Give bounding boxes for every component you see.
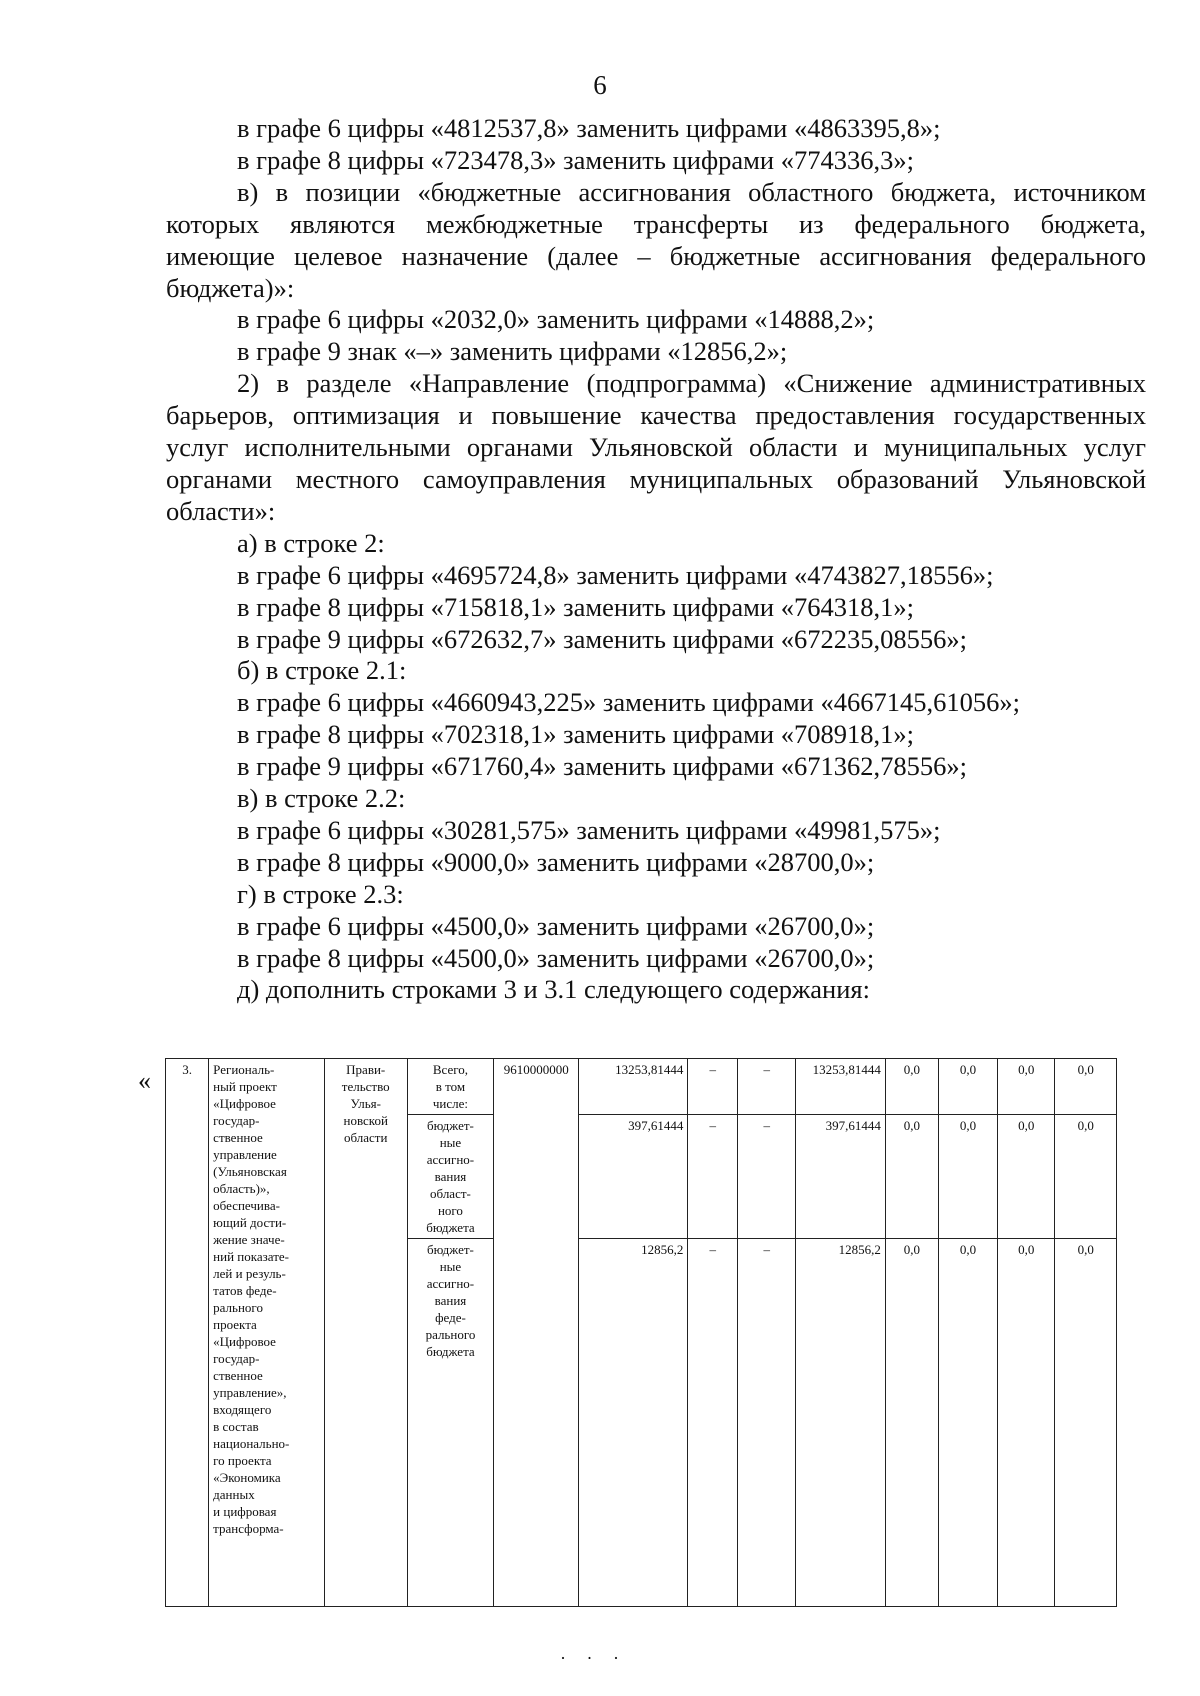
paragraph-line: б) в строке 2.1:	[237, 655, 407, 686]
value-cell: –	[738, 1059, 796, 1115]
paragraph-line: имеющие целевое назначение (далее – бюджетные ассигнования федерального	[166, 240, 1146, 271]
paragraph-line: бюджета)»:	[166, 272, 295, 303]
paragraph-line: в графе 6 цифры «4660943,225» заменить цифрами «4667145,61056»;	[237, 687, 1020, 718]
paragraph-line: в графе 8 цифры «723478,3» заменить цифрами «774336,3»;	[237, 144, 914, 175]
paragraph-line: в графе 6 цифры «4500,0» заменить цифрами «26700,0»;	[237, 910, 875, 941]
paragraph-line: которых являются межбюджетные трансферты из федерального бюджета,	[166, 208, 1146, 239]
value-cell: –	[688, 1239, 738, 1607]
executor-cell: Прави- тельство Улья- новской области	[324, 1059, 407, 1607]
paragraph-line: области»:	[166, 495, 276, 526]
amendment-table	[165, 1058, 1117, 1607]
paragraph-line: г) в строке 2.3:	[237, 878, 404, 909]
value-cell: –	[688, 1059, 738, 1115]
table-row	[166, 1059, 1117, 1115]
value-cell: 12856,2	[796, 1239, 886, 1607]
body-text	[166, 113, 1146, 1006]
total-cell: 13253,81444	[579, 1059, 688, 1115]
paragraph-line: органами местного самоуправления муниципальных образований Ульяновской	[166, 463, 1146, 494]
paragraph-line: в графе 8 цифры «715818,1» заменить цифрами «764318,1»;	[237, 591, 914, 622]
opening-quote-mark: «	[138, 1066, 151, 1095]
paragraph-line: услуг исполнительными органами Ульяновской области и муниципальных услуг	[166, 432, 1146, 463]
row-number-cell: 3.	[166, 1059, 209, 1607]
value-cell: 0,0	[885, 1059, 938, 1115]
value-cell: 13253,81444	[796, 1059, 886, 1115]
value-cell: 0,0	[998, 1115, 1055, 1239]
paragraph-line: а) в строке 2:	[237, 527, 385, 558]
value-cell: 0,0	[998, 1059, 1055, 1115]
paragraph-line: в графе 9 цифры «671760,4» заменить цифрами «671362,78556»;	[237, 751, 967, 782]
paragraph-line: в графе 8 цифры «702318,1» заменить цифрами «708918,1»;	[237, 719, 914, 750]
paragraph-line: в графе 6 цифры «30281,575» заменить цифрами «49981,575»;	[237, 814, 941, 845]
value-cell: 0,0	[998, 1239, 1055, 1607]
paragraph-line: д) дополнить строками 3 и 3.1 следующего содержания:	[237, 974, 870, 1005]
paragraph-line: в) в строке 2.2:	[237, 783, 406, 814]
paragraph-line: 2) в разделе «Направление (подпрограмма) «Снижение административных	[237, 368, 1146, 399]
value-cell: 0,0	[1055, 1239, 1117, 1607]
paragraph-line: в графе 9 цифры «672632,7» заменить цифрами «672235,08556»;	[237, 623, 967, 654]
paragraph-line: в графе 6 цифры «4812537,8» заменить цифрами «4863395,8»;	[237, 113, 941, 143]
paragraph-line: в графе 9 знак «–» заменить цифрами «12856,2»;	[237, 336, 788, 367]
paragraph-line: в) в позиции «бюджетные ассигнования областного бюджета, источником	[237, 176, 1146, 207]
project-name-cell: Региональ- ный проект «Цифровое государ- ственное управление (Ульяновская область)», обеспечива- ющий дости- жение значе- ний показате- лей и резуль- татов феде- рального проекта «Цифровое государ- ственное управление», входящего в состав национально- го проекта «Экономика данных и цифровая трансформа-	[209, 1059, 325, 1607]
paragraph-line: в графе 6 цифры «4695724,8» заменить цифрами «4743827,18556»;	[237, 559, 994, 590]
page-number: 6	[593, 70, 607, 100]
footer-dots: · · ·	[560, 1648, 627, 1668]
source-cell: бюджет- ные ассигно- вания област- ного бюджета	[407, 1115, 493, 1239]
value-cell: 0,0	[938, 1059, 997, 1115]
value-cell: 0,0	[1055, 1059, 1117, 1115]
value-cell: 397,61444	[796, 1115, 886, 1239]
value-cell: 0,0	[938, 1239, 997, 1607]
value-cell: 0,0	[1055, 1115, 1117, 1239]
value-cell: –	[738, 1115, 796, 1239]
paragraph-line: барьеров, оптимизация и повышение качества предоставления государственных	[166, 400, 1146, 431]
total-cell: 12856,2	[579, 1239, 688, 1607]
paragraph-line: в графе 8 цифры «9000,0» заменить цифрами «28700,0»;	[237, 846, 875, 877]
value-cell: 0,0	[938, 1115, 997, 1239]
code-cell: 9610000000	[494, 1059, 579, 1607]
paragraph-line: в графе 8 цифры «4500,0» заменить цифрами «26700,0»;	[237, 942, 875, 973]
value-cell: 0,0	[885, 1115, 938, 1239]
value-cell: –	[688, 1115, 738, 1239]
value-cell: 0,0	[885, 1239, 938, 1607]
paragraph-line: в графе 6 цифры «2032,0» заменить цифрами «14888,2»;	[237, 304, 875, 335]
value-cell: –	[738, 1239, 796, 1607]
source-cell: Всего, в том числе:	[407, 1059, 493, 1115]
source-cell: бюджет- ные ассигно- вания феде- рального бюджета	[407, 1239, 493, 1607]
total-cell: 397,61444	[579, 1115, 688, 1239]
